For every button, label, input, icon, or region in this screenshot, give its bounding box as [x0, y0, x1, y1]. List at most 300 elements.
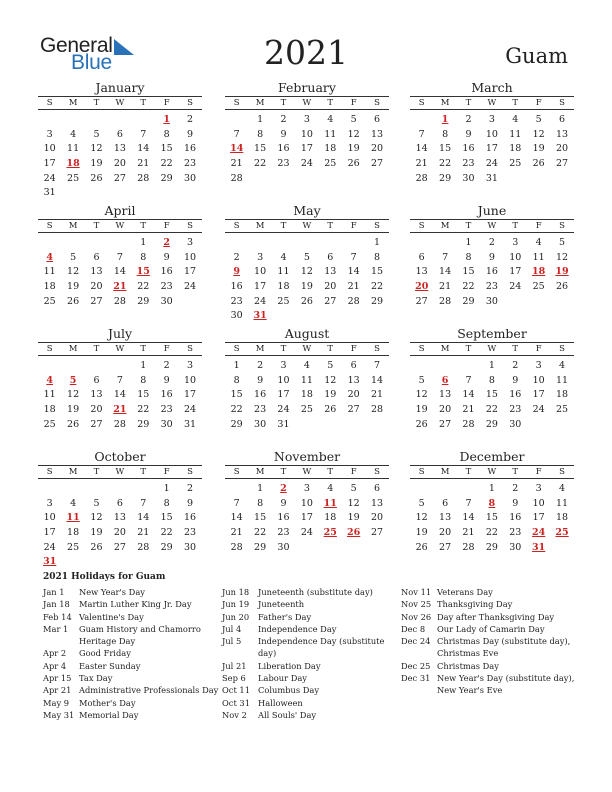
- day-cell: 12: [555, 251, 569, 263]
- holiday-item: [43, 684, 219, 696]
- weekday-label: T: [512, 221, 519, 231]
- day-cell: 23: [462, 158, 475, 170]
- day-cell: 11: [43, 389, 56, 401]
- day-cell: 25: [324, 158, 337, 170]
- month-february: [225, 79, 389, 186]
- day-grid: [410, 113, 574, 186]
- day-cell: 14: [230, 512, 243, 524]
- day-cell: 22: [462, 281, 475, 293]
- day-cell: 14: [462, 389, 475, 401]
- weekday-label: W: [487, 467, 497, 477]
- day-cell: 27: [90, 418, 103, 430]
- day-cell: 15: [370, 266, 384, 278]
- day-cell: 13: [439, 512, 452, 524]
- day-cell: 17: [532, 512, 545, 524]
- day-cell: 28: [230, 172, 243, 184]
- holiday-day-cell: 8: [488, 497, 496, 509]
- day-cell: 21: [415, 158, 428, 170]
- day-cell: 2: [465, 114, 472, 125]
- holiday-item: [43, 672, 219, 684]
- day-cell: 19: [67, 404, 80, 416]
- day-cell: 16: [485, 266, 498, 278]
- day-cell: 23: [277, 158, 290, 170]
- holiday-day-cell: 11: [66, 512, 80, 524]
- holiday-name: Martin Luther King Jr. Day: [79, 599, 192, 610]
- weekday-label: S: [46, 344, 53, 354]
- day-cell: 7: [350, 251, 357, 263]
- day-cell: 6: [93, 374, 100, 386]
- holiday-date: Dec 24: [401, 636, 431, 647]
- day-cell: 11: [277, 266, 290, 278]
- holiday-day-cell: 14: [230, 143, 244, 155]
- day-cell: 23: [485, 281, 498, 293]
- day-cell: 17: [300, 512, 313, 524]
- holiday-day-cell: 11: [323, 497, 337, 509]
- day-cell: 20: [324, 281, 337, 293]
- day-cell: 30: [509, 541, 522, 553]
- empty-cell: [433, 359, 456, 374]
- day-cell: 5: [350, 483, 357, 494]
- day-cell: 22: [485, 404, 498, 416]
- day-cell: 26: [90, 541, 103, 553]
- weekday-header: [225, 342, 389, 356]
- day-cell: 19: [415, 404, 428, 416]
- day-cell: 3: [303, 114, 310, 125]
- weekday-label: W: [115, 344, 125, 354]
- day-cell: 16: [160, 266, 173, 278]
- day-cell: 14: [370, 374, 384, 386]
- day-cell: 20: [439, 404, 452, 416]
- weekday-label: M: [440, 221, 450, 231]
- weekday-label: T: [327, 98, 334, 108]
- holiday-item: [222, 684, 398, 696]
- day-cell: 23: [254, 404, 267, 416]
- day-cell: 1: [465, 237, 472, 248]
- day-cell: 14: [415, 143, 428, 155]
- day-cell: 11: [300, 374, 313, 386]
- day-cell: 9: [280, 497, 287, 509]
- holiday-name: All Souls' Day: [258, 709, 317, 720]
- day-cell: 12: [347, 128, 360, 140]
- day-cell: 6: [418, 251, 425, 263]
- day-cell: 18: [509, 143, 522, 155]
- day-cell: 26: [90, 172, 103, 184]
- day-grid: [410, 359, 574, 432]
- holiday-item: [43, 697, 219, 709]
- day-cell: 19: [324, 389, 337, 401]
- day-cell: 9: [187, 497, 194, 509]
- weekday-label: F: [163, 467, 170, 477]
- day-cell: 25: [67, 541, 80, 553]
- weekday-label: F: [350, 98, 357, 108]
- day-cell: 14: [347, 266, 360, 278]
- day-cell: 24: [43, 172, 56, 184]
- day-cell: 2: [233, 251, 240, 263]
- day-cell: 26: [67, 418, 80, 430]
- day-cell: 2: [512, 360, 519, 371]
- weekday-label: F: [163, 98, 170, 108]
- day-cell: 18: [555, 389, 569, 401]
- day-cell: 8: [140, 374, 147, 386]
- day-cell: 7: [442, 251, 449, 263]
- day-cell: 10: [43, 512, 56, 524]
- day-cell: 3: [512, 237, 519, 248]
- day-cell: 10: [43, 143, 56, 155]
- weekday-header: [410, 219, 574, 233]
- day-cell: 13: [555, 128, 569, 140]
- day-cell: 9: [163, 374, 170, 386]
- day-cell: 25: [43, 418, 56, 430]
- day-cell: 21: [230, 158, 243, 170]
- month-name: October: [94, 449, 146, 464]
- day-cell: 10: [485, 128, 498, 140]
- weekday-label: T: [93, 98, 100, 108]
- month-name: August: [284, 326, 330, 341]
- day-cell: 4: [70, 128, 77, 140]
- weekday-label: S: [559, 221, 565, 231]
- day-cell: 16: [509, 512, 522, 524]
- month-name: June: [477, 203, 507, 218]
- day-cell: 3: [535, 360, 542, 371]
- weekday-label: S: [233, 221, 240, 231]
- day-cell: 2: [257, 360, 264, 371]
- weekday-header: [225, 465, 389, 479]
- day-cell: 28: [230, 541, 243, 553]
- month-october: [38, 448, 202, 570]
- holiday-name: Guam History and Chamorro Heritage Day: [79, 623, 201, 647]
- weekday-label: S: [233, 98, 240, 108]
- weekday-label: F: [535, 98, 542, 108]
- holiday-day-cell: 25: [555, 527, 569, 539]
- day-cell: 9: [465, 128, 472, 140]
- day-cell: 4: [535, 237, 542, 248]
- day-cell: 12: [532, 128, 545, 140]
- holiday-date: Apr 15: [43, 673, 72, 684]
- day-grid: [225, 482, 389, 555]
- day-cell: 19: [90, 527, 103, 539]
- holiday-item: [43, 660, 219, 672]
- month-name: January: [95, 80, 145, 95]
- holiday-date: Oct 11: [222, 685, 250, 696]
- day-cell: 30: [183, 172, 197, 184]
- day-cell: 11: [509, 128, 522, 140]
- day-cell: 6: [350, 360, 357, 371]
- weekday-label: M: [440, 98, 450, 108]
- logo-text-general: General: [40, 34, 113, 57]
- day-cell: 13: [113, 512, 126, 524]
- day-cell: 19: [532, 143, 545, 155]
- day-cell: 15: [462, 266, 475, 278]
- holiday-name: Independence Day: [258, 623, 337, 634]
- holiday-column: [401, 586, 577, 697]
- day-cell: 20: [113, 158, 126, 170]
- month-november: [225, 448, 389, 555]
- day-cell: 20: [347, 389, 360, 401]
- weekday-header: [225, 219, 389, 233]
- day-cell: 28: [137, 541, 150, 553]
- day-cell: 16: [254, 389, 267, 401]
- holiday-item: [43, 709, 219, 721]
- day-cell: 29: [254, 541, 267, 553]
- holiday-item: [401, 672, 577, 697]
- empty-cell: [272, 236, 295, 251]
- day-cell: 12: [415, 512, 428, 524]
- weekday-label: T: [140, 467, 147, 477]
- day-cell: 12: [324, 374, 337, 386]
- weekday-label: S: [187, 467, 193, 477]
- day-cell: 10: [532, 497, 545, 509]
- day-cell: 26: [532, 158, 545, 170]
- weekday-label: S: [187, 344, 193, 354]
- day-cell: 7: [116, 374, 123, 386]
- day-cell: 15: [254, 512, 267, 524]
- weekday-label: S: [233, 344, 240, 354]
- holiday-item: [401, 635, 577, 660]
- day-cell: 10: [183, 374, 197, 386]
- day-cell: 11: [324, 128, 337, 140]
- holiday-day-cell: 4: [46, 374, 53, 386]
- day-cell: 27: [370, 527, 384, 539]
- day-cell: 25: [43, 295, 56, 307]
- day-cell: 17: [183, 266, 197, 278]
- day-cell: 19: [347, 143, 360, 155]
- weekday-header: [410, 465, 574, 479]
- weekday-label: M: [440, 344, 450, 354]
- holiday-item: [43, 598, 219, 610]
- day-cell: 2: [512, 483, 519, 494]
- day-cell: 25: [67, 172, 80, 184]
- day-cell: 29: [462, 295, 475, 307]
- day-cell: 28: [347, 295, 360, 307]
- day-cell: 1: [257, 114, 264, 125]
- day-cell: 16: [509, 389, 522, 401]
- holiday-day-cell: 2: [280, 483, 287, 494]
- day-cell: 3: [257, 251, 264, 263]
- day-cell: 24: [532, 404, 545, 416]
- day-cell: 17: [485, 143, 498, 155]
- empty-cell: [61, 359, 84, 374]
- day-cell: 6: [93, 251, 100, 263]
- day-cell: 31: [183, 418, 197, 430]
- day-cell: 17: [254, 281, 267, 293]
- day-cell: 25: [532, 281, 545, 293]
- day-cell: 4: [559, 360, 566, 371]
- day-cell: 5: [350, 114, 357, 125]
- holiday-item: [43, 586, 219, 598]
- holiday-day-cell: 1: [441, 114, 449, 125]
- day-cell: 17: [509, 266, 522, 278]
- holiday-name: Juneteenth: [258, 599, 305, 610]
- day-cell: 2: [488, 237, 495, 248]
- day-cell: 7: [374, 360, 381, 371]
- day-cell: 27: [90, 295, 103, 307]
- day-cell: 9: [280, 128, 287, 140]
- day-cell: 15: [485, 512, 498, 524]
- empty-cell: [61, 113, 84, 128]
- day-cell: 28: [370, 404, 384, 416]
- day-cell: 1: [488, 483, 495, 494]
- day-cell: 12: [67, 266, 80, 278]
- day-cell: 29: [485, 541, 498, 553]
- weekday-label: F: [163, 221, 170, 231]
- holiday-column: [43, 586, 219, 721]
- holiday-name: Halloween: [258, 697, 303, 708]
- weekday-label: S: [46, 221, 53, 231]
- empty-cell: [61, 482, 84, 497]
- day-cell: 1: [140, 360, 147, 371]
- day-cell: 8: [257, 128, 264, 140]
- holiday-day-cell: 20: [415, 281, 429, 293]
- day-cell: 29: [137, 295, 150, 307]
- month-april: [38, 202, 202, 309]
- day-cell: 22: [137, 281, 150, 293]
- day-cell: 16: [160, 389, 173, 401]
- holiday-day-cell: 18: [532, 266, 546, 278]
- weekday-label: M: [440, 467, 450, 477]
- day-cell: 24: [509, 281, 522, 293]
- day-cell: 10: [277, 374, 290, 386]
- holiday-item: [401, 623, 577, 635]
- day-cell: 31: [485, 172, 498, 184]
- day-cell: 13: [439, 389, 452, 401]
- day-cell: 17: [43, 158, 56, 170]
- weekday-label: T: [327, 344, 334, 354]
- holiday-date: Feb 14: [43, 611, 72, 622]
- day-cell: 22: [485, 527, 498, 539]
- holiday-item: [222, 697, 398, 709]
- holiday-name: Labour Day: [258, 673, 307, 684]
- holiday-date: May 9: [43, 697, 70, 708]
- day-cell: 26: [415, 418, 428, 430]
- day-cell: 28: [439, 295, 452, 307]
- day-cell: 5: [418, 374, 425, 386]
- weekday-label: S: [187, 221, 193, 231]
- day-cell: 23: [230, 295, 243, 307]
- day-cell: 30: [183, 541, 197, 553]
- day-cell: 5: [418, 497, 425, 509]
- holiday-date: May 31: [43, 709, 75, 720]
- day-cell: 21: [439, 281, 452, 293]
- empty-cell: [85, 236, 108, 251]
- day-cell: 24: [43, 541, 56, 553]
- day-cell: 27: [113, 541, 126, 553]
- day-cell: 6: [374, 483, 381, 494]
- day-cell: 28: [137, 172, 150, 184]
- day-cell: 30: [160, 295, 173, 307]
- day-cell: 21: [462, 404, 475, 416]
- day-cell: 23: [183, 158, 197, 170]
- month-name: February: [278, 80, 336, 95]
- weekday-label: F: [535, 467, 542, 477]
- day-cell: 18: [43, 281, 56, 293]
- day-cell: 13: [90, 389, 103, 401]
- holiday-date: Oct 31: [222, 697, 250, 708]
- day-cell: 31: [277, 418, 290, 430]
- holiday-date: Jul 4: [222, 623, 242, 634]
- day-cell: 27: [555, 158, 569, 170]
- weekday-header: [38, 342, 202, 356]
- holiday-item: [222, 709, 398, 721]
- weekday-label: S: [418, 467, 425, 477]
- weekday-label: T: [512, 467, 519, 477]
- day-cell: 6: [327, 251, 334, 263]
- day-cell: 30: [485, 295, 498, 307]
- day-cell: 21: [462, 527, 475, 539]
- holiday-day-cell: 4: [46, 251, 53, 263]
- day-cell: 18: [300, 389, 313, 401]
- day-cell: 10: [509, 251, 522, 263]
- day-cell: 1: [488, 360, 495, 371]
- weekday-label: W: [302, 98, 312, 108]
- weekday-label: F: [163, 344, 170, 354]
- day-cell: 8: [233, 374, 240, 386]
- day-cell: 17: [43, 527, 56, 539]
- holiday-date: Sep 6: [222, 673, 246, 684]
- day-cell: 10: [254, 266, 267, 278]
- day-cell: 6: [442, 497, 449, 509]
- day-cell: 8: [442, 128, 449, 140]
- day-cell: 11: [532, 251, 545, 263]
- logo-text-blue: Blue: [71, 51, 112, 74]
- holiday-date: Jun 20: [222, 611, 250, 622]
- weekday-label: T: [140, 344, 147, 354]
- holiday-item: [401, 611, 577, 623]
- empty-cell: [38, 482, 61, 497]
- holiday-name: Juneteenth (substitute day): [258, 587, 373, 597]
- day-cell: 8: [163, 128, 170, 140]
- day-cell: 22: [160, 158, 173, 170]
- country-name: Guam: [505, 44, 568, 68]
- day-cell: 4: [303, 360, 310, 371]
- day-cell: 25: [277, 295, 290, 307]
- day-cell: 5: [70, 251, 77, 263]
- holiday-date: Jan 1: [43, 587, 65, 597]
- weekday-label: S: [374, 98, 380, 108]
- day-cell: 7: [418, 128, 425, 140]
- holiday-name: Thanksgiving Day: [437, 599, 513, 610]
- weekday-label: M: [255, 98, 265, 108]
- weekday-label: W: [302, 221, 312, 231]
- empty-cell: [108, 482, 131, 497]
- holiday-item: [222, 611, 398, 623]
- day-cell: 21: [230, 527, 243, 539]
- empty-cell: [248, 236, 271, 251]
- weekday-label: T: [93, 467, 100, 477]
- empty-cell: [108, 236, 131, 251]
- day-grid: [225, 236, 389, 324]
- day-cell: 8: [140, 251, 147, 263]
- day-cell: 22: [254, 158, 267, 170]
- empty-cell: [108, 113, 131, 128]
- holiday-day-cell: 21: [113, 281, 127, 293]
- day-cell: 5: [303, 251, 310, 263]
- empty-cell: [38, 236, 61, 251]
- holiday-name: Easter Sunday: [79, 660, 141, 671]
- weekday-label: T: [280, 98, 287, 108]
- day-cell: 12: [347, 497, 360, 509]
- day-cell: 23: [509, 527, 522, 539]
- holiday-item: [222, 623, 398, 635]
- day-cell: 24: [277, 404, 290, 416]
- weekday-label: M: [68, 221, 78, 231]
- day-cell: 9: [257, 374, 264, 386]
- weekday-label: T: [512, 98, 519, 108]
- day-cell: 2: [187, 114, 194, 125]
- holiday-date: Nov 2: [222, 709, 247, 720]
- day-cell: 24: [183, 281, 197, 293]
- holiday-day-cell: 31: [43, 556, 57, 568]
- day-cell: 19: [300, 281, 313, 293]
